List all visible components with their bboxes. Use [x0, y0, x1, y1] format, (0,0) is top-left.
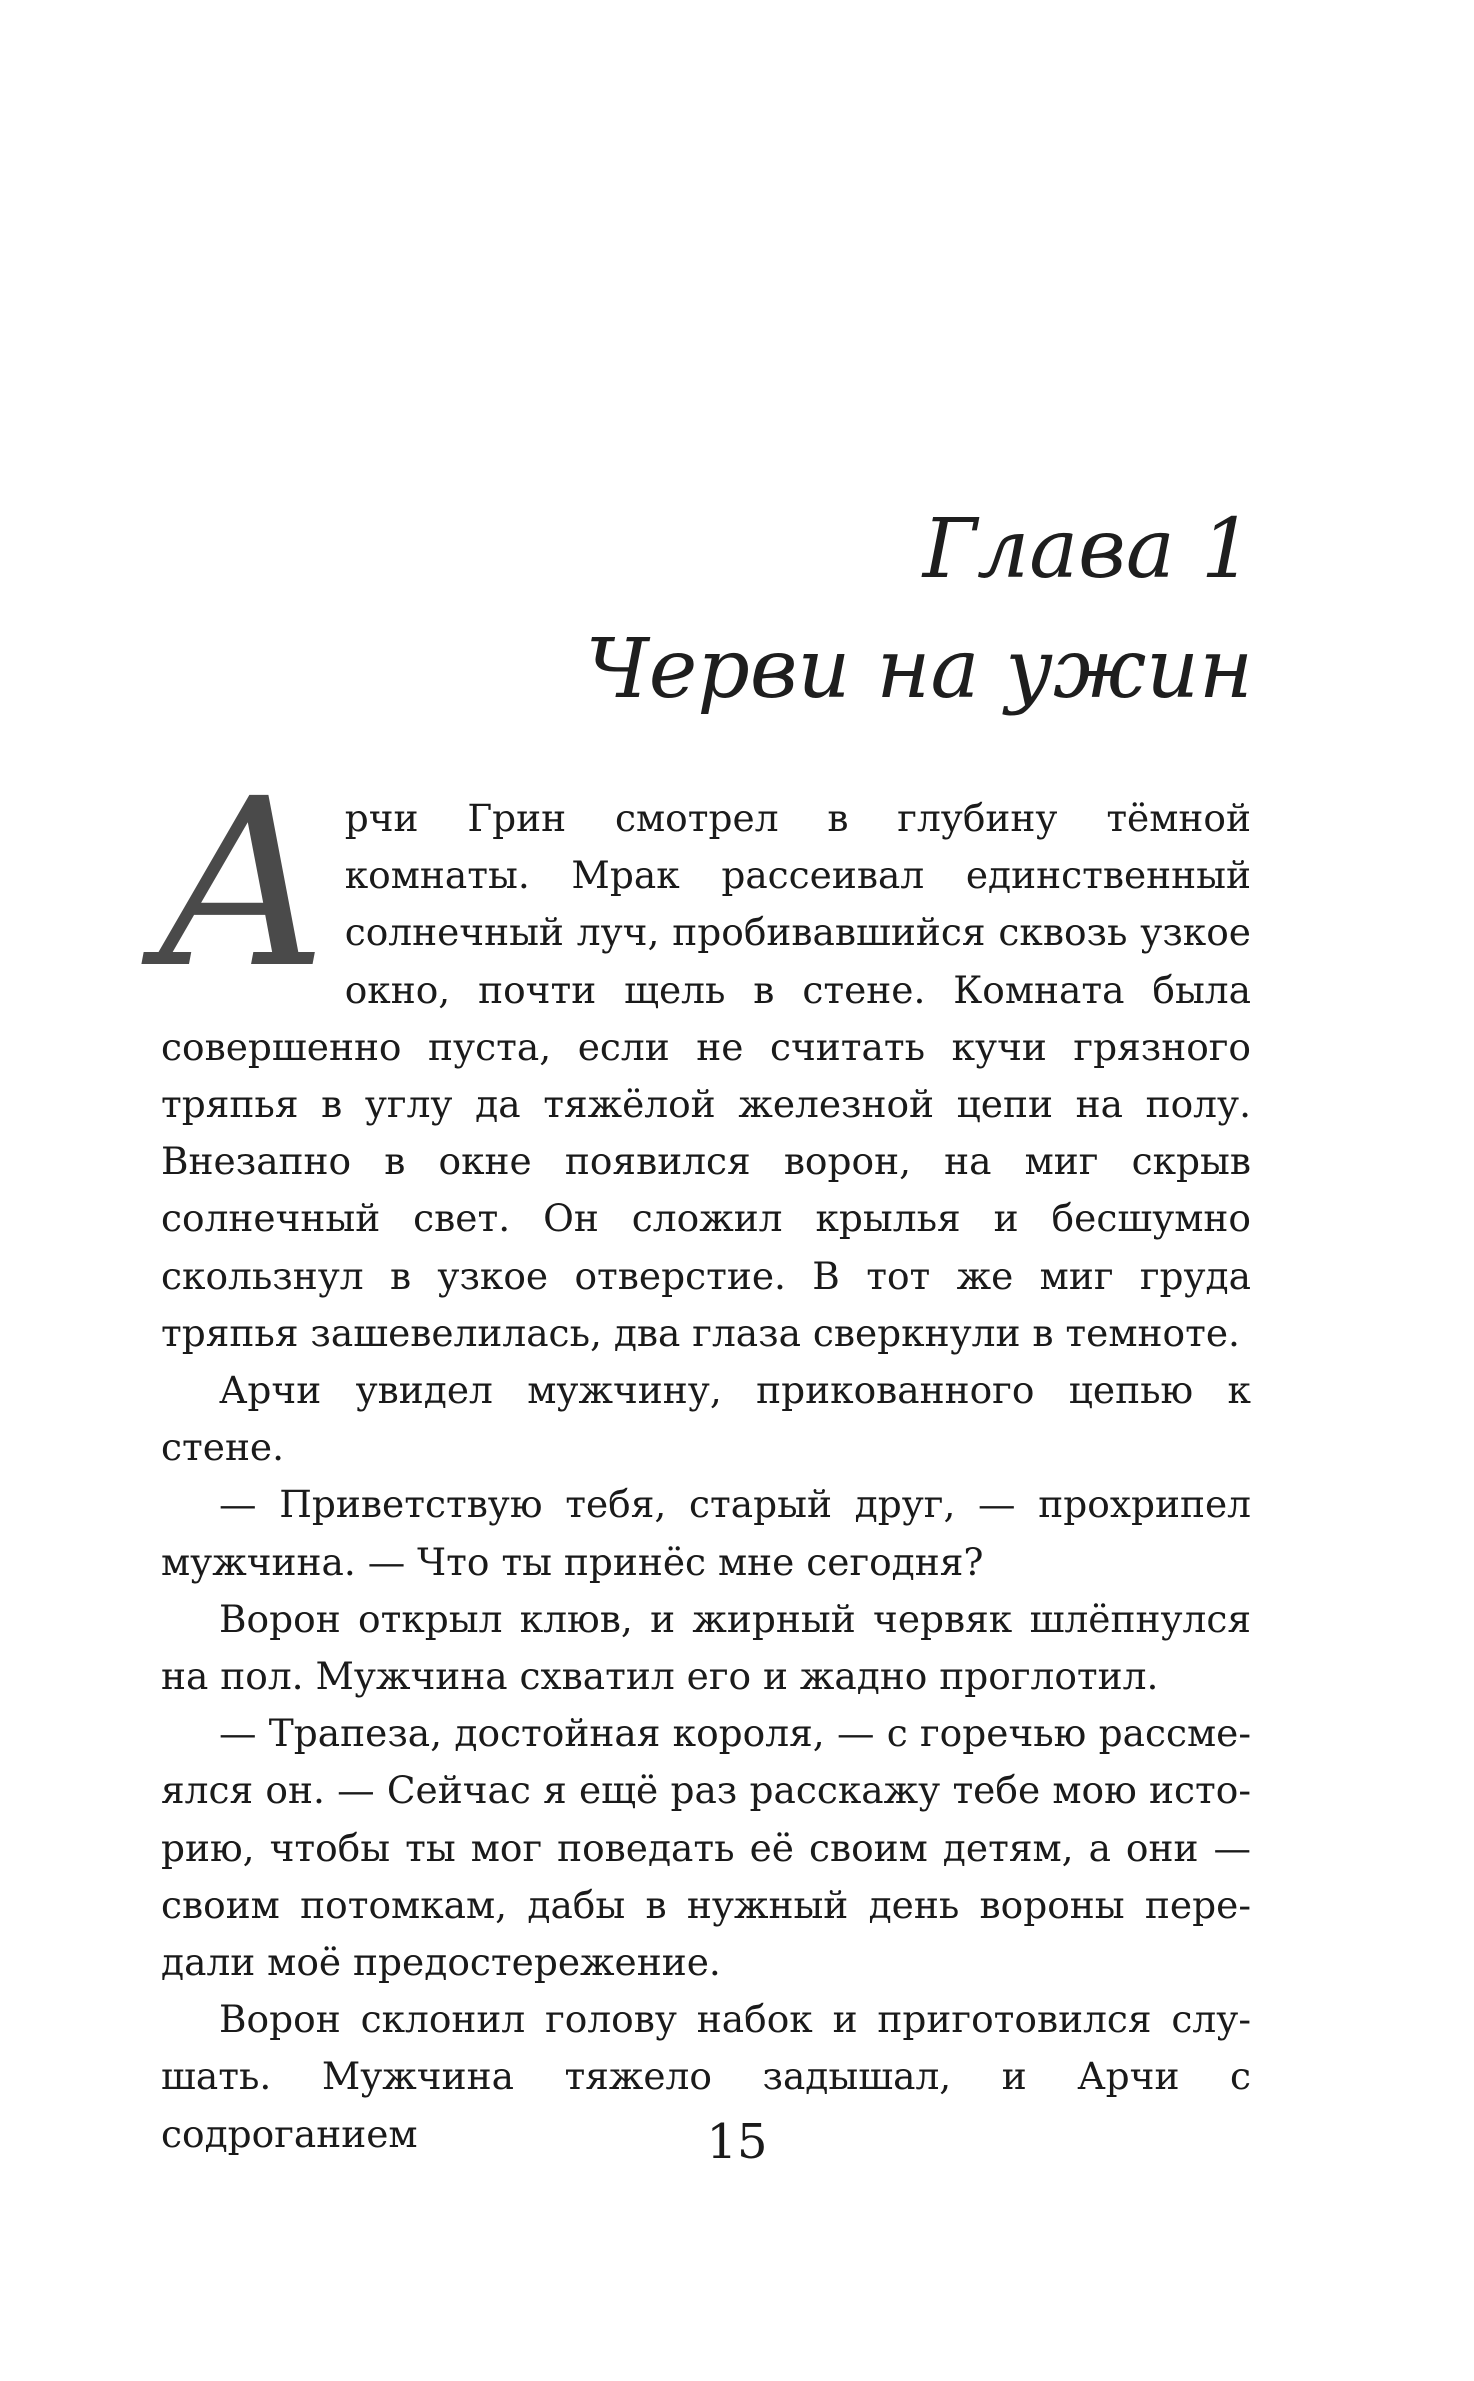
chapter-heading [585, 490, 1253, 730]
paragraph-text: рчи Грин смотрел в глубину тёмной комнаты. Мрак рассеивал единственный солнечный луч, пробивавшийся сквозь узкое окно, почти щель в стене. Комната была совершенно пуста, если не считать кучи грязного тряпья в углу да тяжёлой железной цепи на полу. Внезапно в окне появился ворон, на миг скрыв солнечный свет. Он сложил крылья и бесшумно скользнул в узкое отверстие. В тот же миг груда тряпья зашевелилась, два глаза сверкнули в темноте. [161, 796, 1251, 1355]
paragraph: — Трапеза, достойная короля, — с горечью рассмеялся он. — Сейчас я ещё раз расскажу тебе мою историю, чтобы ты мог поведать её своим детям, а они — своим потомкам, дабы в нужный день вороны передали моё предостережение. [161, 1711, 1251, 1985]
paragraph [155, 749, 1251, 1362]
paragraph: Ворон склонил голову набок и приготовился слушать. Мужчина тяжело задышал, и Арчи с содроганием [161, 1997, 1251, 2156]
paragraph: Арчи увидел мужчину, прикованного цепью к стене. [161, 1368, 1251, 1470]
chapter-body [155, 749, 1251, 2163]
paragraph: — Приветствую тебя, старый друг, — прохрипел мужчина. — Что ты принёс мне сегодня? [161, 1482, 1251, 1584]
drop-cap: А [155, 749, 331, 1019]
page-number: 15 [706, 2114, 768, 2170]
chapter-title: Черви на ужин [585, 622, 1253, 717]
paragraph: Ворон открыл клюв, и жирный червяк шлёпнулся на пол. Мужчина схватил его и жадно проглотил. [161, 1596, 1251, 1699]
chapter-number: Глава 1 [922, 502, 1253, 597]
